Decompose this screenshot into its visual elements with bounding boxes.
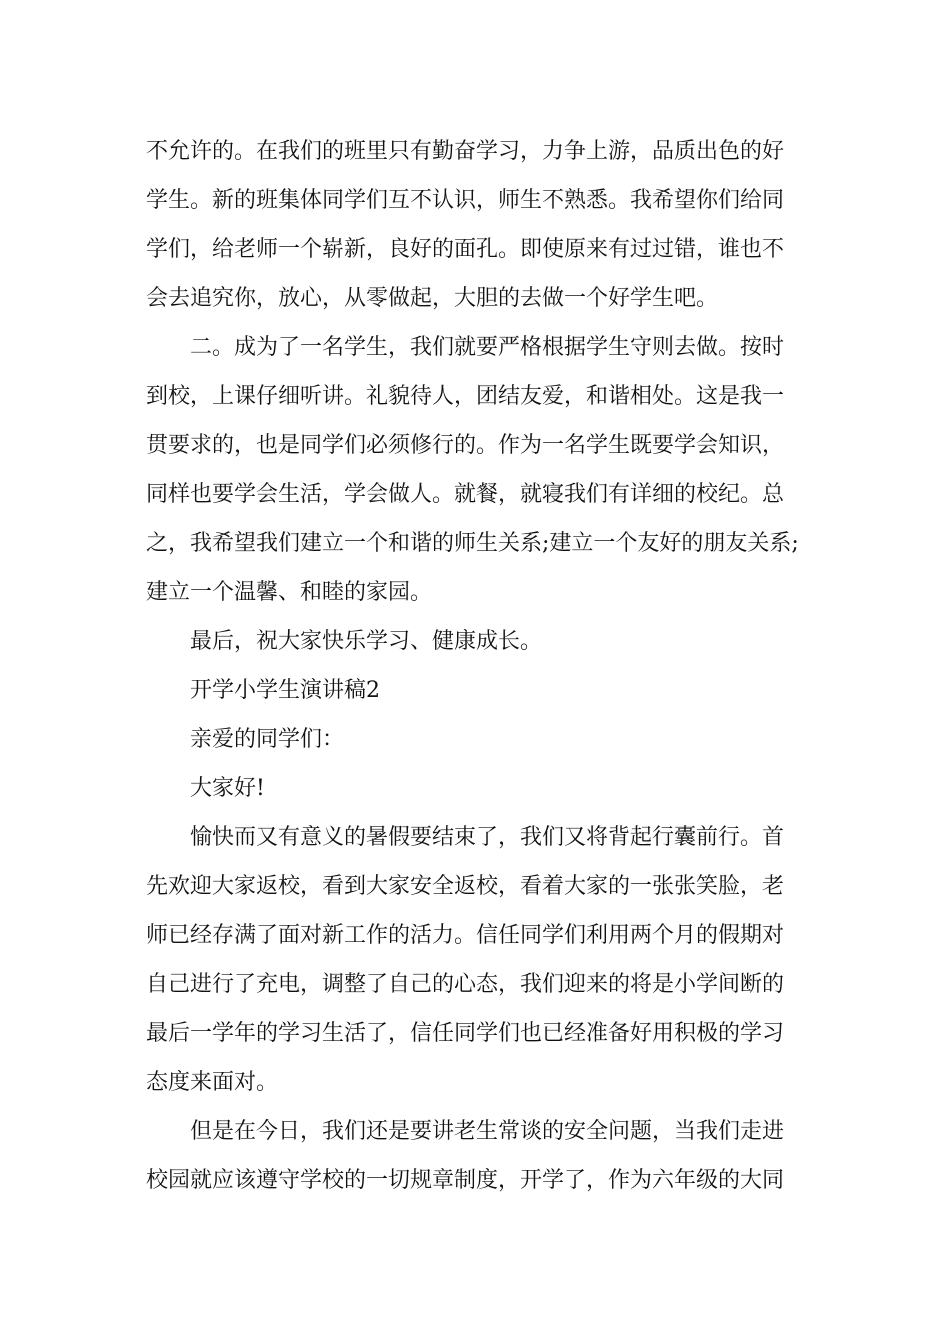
closing-line: 最后，祝大家快乐学习、健康成长。 [190, 629, 543, 654]
paragraph-line: 但是在今日，我们还是要讲老生常谈的安全问题，当我们走进 [190, 1119, 785, 1144]
paragraph-line: 同样也要学会生活，学会做人。就餐，就寝我们有详细的校纪。总 [146, 482, 785, 507]
paragraph-line: 会去追究你，放心，从零做起，大胆的去做一个好学生吧。 [146, 286, 719, 311]
paragraph-line: 学们，给老师一个崭新，良好的面孔。即使原来有过过错，谁也不 [146, 237, 785, 262]
section-title: 开学小学生演讲稿2 [190, 678, 380, 703]
paragraph-line: 师已经存满了面对新工作的活力。信任同学们利用两个月的假期对 [146, 923, 785, 948]
paragraph-line: 学生。新的班集体同学们互不认识，师生不熟悉。我希望你们给同 [146, 188, 785, 213]
paragraph-line: 先欢迎大家返校，看到大家安全返校，看着大家的一张张笑脸，老 [146, 874, 785, 899]
paragraph-line: 态度来面对。 [146, 1070, 279, 1095]
paragraph-line: 愉快而又有意义的暑假要结束了，我们又将背起行囊前行。首 [190, 825, 785, 850]
paragraph-line: 校园就应该遵守学校的一切规章制度，开学了，作为六年级的大同 [146, 1168, 785, 1193]
paragraph-line: 最后一学年的学习生活了，信任同学们也已经准备好用积极的学习 [146, 1021, 785, 1046]
paragraph-line: 之，我希望我们建立一个和谐的师生关系;建立一个友好的朋友关系; [146, 531, 799, 556]
paragraph-line: 不允许的。在我们的班里只有勤奋学习，力争上游，品质出色的好 [146, 139, 785, 164]
paragraph-line: 到校，上课仔细听讲。礼貌待人，团结友爱，和谐相处。这是我一 [146, 384, 785, 409]
salutation: 亲爱的同学们： [190, 727, 345, 752]
greeting: 大家好! [190, 776, 265, 801]
paragraph-line: 贯要求的，也是同学们必须修行的。作为一名学生既要学会知识， [146, 433, 785, 458]
paragraph-line: 二。成为了一名学生，我们就要严格根据学生守则去做。按时 [190, 335, 785, 360]
paragraph-line: 自己进行了充电，调整了自己的心态，我们迎来的将是小学间断的 [146, 972, 785, 997]
paragraph-line: 建立一个温馨、和睦的家园。 [146, 580, 433, 605]
